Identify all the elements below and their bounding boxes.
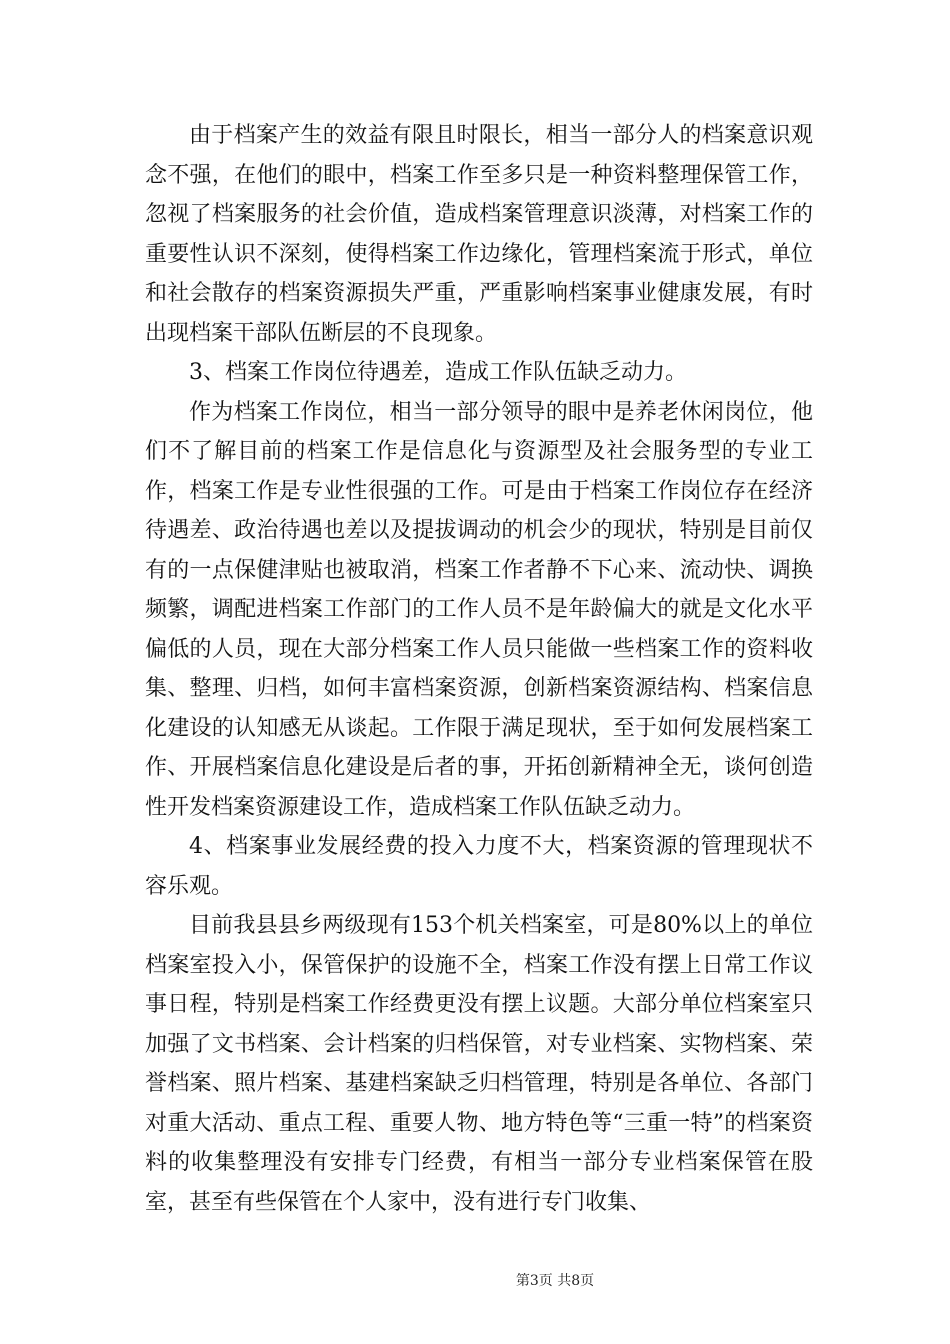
paragraph-2-heading: 3、档案工作岗位待遇差，造成工作队伍缺乏动力。 bbox=[189, 360, 687, 385]
page-number: 第3页 共8页 bbox=[515, 1273, 595, 1289]
paragraph-1: 由于档案产生的效益有限且时限长，相当一部分人的档案意识观念不强，在他们的眼中，档案工作至多只是一种资料整理保管工作，忽视了档案服务的社会价值，造成档案管理意识淡薄，对档案工作的重要性认识不深刻，使得档案工作边缘化，管理档案流于形式，单位和社会散存的档案资源损失严重，严重影响档案事业健康发展，有时出现档案干部队伍断层的不良现象。 bbox=[145, 123, 813, 346]
document-body bbox=[145, 116, 813, 1222]
paragraph-3: 作为档案工作岗位，相当一部分领导的眼中是养老休闲岗位，他们不了解目前的档案工作是信息化与资源型及社会服务型的专业工作，档案工作是专业性很强的工作。可是由于档案工作岗位存在经济待遇差、政治待遇也差以及提拔调动的机会少的现状，特别是目前仅有的一点保健津贴也被取消，档案工作者静不下心来、流动快、调换频繁，调配进档案工作部门的工作人员不是年龄偏大的就是文化水平偏低的人员，现在大部分档案工作人员只能做一些档案工作的资料收集、整理、归档，如何丰富档案资源，创新档案资源结构、档案信息化建设的认知感无从谈起。工作限于满足现状，至于如何发展档案工作、开展档案信息化建设是后者的事，开拓创新精神全无，谈何创造性开发档案资源建设工作，造成档案工作队伍缺乏动力。 bbox=[145, 399, 813, 820]
paragraph-4-heading: 4、档案事业发展经费的投入力度不大，档案资源的管理现状不容乐观。 bbox=[145, 834, 813, 899]
paragraph-5: 目前我县县乡两级现有153个机关档案室，可是80%以上的单位档案室投入小，保管保护的设施不全，档案工作没有摆上日常工作议事日程，特别是档案工作经费更没有摆上议题。大部分单位档案室只加强了文书档案、会计档案的归档保管，对专业档案、实物档案、荣誉档案、照片档案、基建档案缺乏归档管理，特别是各单位、各部门对重大活动、重点工程、重要人物、地方特色等“三重一特”的档案资料的收集整理没有安排专门经费，有相当一部分专业档案保管在股室，甚至有些保管在个人家中，没有进行专门收集、 bbox=[145, 913, 813, 1215]
